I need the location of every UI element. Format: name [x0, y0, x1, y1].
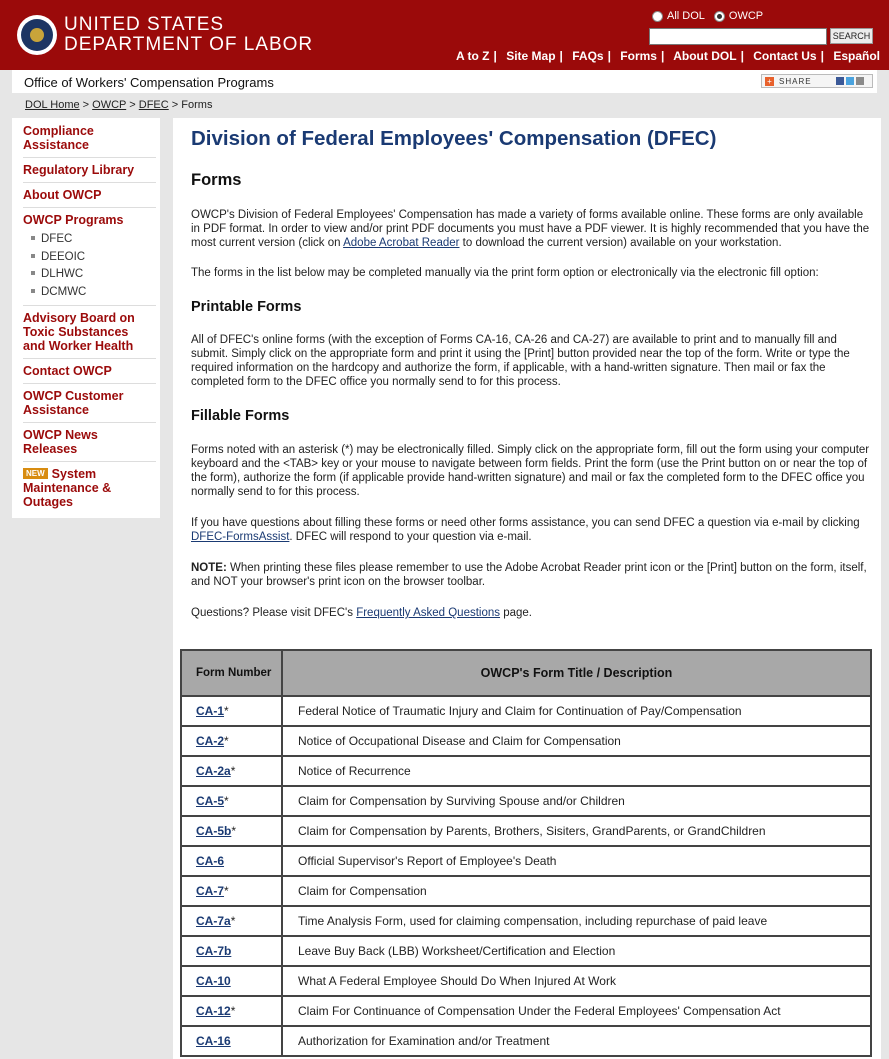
sidebar-item-advisory-board[interactable]: Advisory Board on Toxic Substances and Worker Health — [23, 311, 135, 353]
sidebar-item-system-maintenance[interactable] — [23, 467, 152, 509]
form-number-cell — [181, 1026, 282, 1056]
form-link[interactable]: CA-5b — [196, 824, 232, 838]
sidebar-item-news-releases[interactable]: OWCP News Releases — [23, 428, 98, 456]
nav-faqs[interactable]: FAQs — [572, 49, 604, 63]
table-row — [181, 906, 871, 936]
email-icon — [856, 77, 864, 85]
adobe-reader-link[interactable]: Adobe Acrobat Reader — [343, 237, 460, 249]
faq-paragraph: Questions? Please visit DFEC's Frequently Asked Questions page. — [191, 607, 533, 619]
form-number-cell — [181, 936, 282, 966]
fillable-forms-heading: Fillable Forms — [191, 408, 290, 424]
form-description-cell: Official Supervisor's Report of Employee's Death — [282, 846, 871, 876]
form-link[interactable]: CA-6 — [196, 854, 225, 868]
table-row — [181, 936, 871, 966]
facebook-icon — [836, 77, 844, 85]
page-title: Division of Federal Employees' Compensation (DFEC) — [191, 127, 717, 150]
nav-contact-us[interactable]: Contact Us — [753, 49, 817, 63]
form-number-cell — [181, 756, 282, 786]
dol-seal-icon[interactable] — [17, 15, 57, 55]
note-paragraph: NOTE: When printing these files please remember to use the Adobe Acrobat Reader print icon or the [Print] button on the form, itself, and NOT your browser's print icon on the browser toolbar. — [191, 562, 867, 588]
fillable-asterisk: * — [224, 734, 229, 748]
nav-a-to-z[interactable]: A to Z — [455, 49, 490, 63]
share-button[interactable] — [761, 74, 873, 88]
fillable-asterisk: * — [230, 914, 236, 928]
fillable-asterisk: * — [224, 794, 229, 808]
note-label: NOTE: — [191, 562, 227, 574]
breadcrumb-dol-home[interactable]: DOL Home — [25, 99, 80, 111]
program-bar — [12, 70, 877, 93]
agency-line-2: DEPARTMENT OF LABOR — [64, 34, 314, 55]
form-description-cell: Claim for Compensation by Parents, Brothers, Sisiters, GrandParents, or GrandChildren — [282, 816, 871, 846]
form-description-cell: What A Federal Employee Should Do When Injured At Work — [282, 966, 871, 996]
sidebar-subitem-deeoic[interactable]: DEEOIC — [31, 251, 85, 263]
fillable-asterisk: * — [230, 1004, 236, 1018]
form-description-cell: Leave Buy Back (LBB) Worksheet/Certification and Election — [282, 936, 871, 966]
column-header-title: OWCP's Form Title / Description — [282, 650, 871, 696]
table-header-row — [181, 650, 871, 696]
sidebar-item-label: System Maintenance & Outages — [23, 467, 112, 509]
program-title[interactable]: Office of Workers' Compensation Programs — [24, 75, 274, 90]
table-row — [181, 1026, 871, 1056]
form-link[interactable]: CA-2 — [196, 734, 225, 748]
form-link[interactable]: CA-10 — [196, 974, 231, 988]
table-row — [181, 816, 871, 846]
table-row — [181, 756, 871, 786]
forms-table — [180, 649, 872, 1057]
fillable-asterisk: * — [224, 884, 229, 898]
form-link[interactable]: CA-2a — [196, 764, 231, 778]
form-number-cell — [181, 816, 282, 846]
top-nav: A to Z | Site Map | FAQs | Forms | About DOL | Contact Us | Español — [455, 49, 880, 63]
breadcrumb-separator: > — [129, 99, 136, 111]
column-header-form-number: Form Number — [181, 650, 282, 696]
agency-line-1: UNITED STATES — [64, 14, 225, 35]
form-link[interactable]: CA-7b — [196, 944, 232, 958]
search-button[interactable]: SEARCH — [830, 28, 873, 44]
section-title: Forms — [191, 171, 242, 189]
printable-forms-paragraph: All of DFEC's online forms (with the exception of Forms CA-16, CA-26 and CA-27) are available to print and to manually fill and submit. Simply click on the appropriate form and print it using the [Print] button provided near the top of the form. Write or type the required information on the hardcopy and authorize the form, if applicable, with a hand-written signature. Then mail or fax the completed form to the DFEC office you normally send to for this process. — [191, 334, 850, 388]
plus-icon: + — [765, 77, 774, 86]
questions-paragraph: If you have questions about filling these forms or need other forms assistance, you can send DFEC a question via e-mail by clicking DFEC-FormsAssist. DFEC will respond to your question via e-mail. — [191, 517, 860, 543]
fillable-forms-paragraph: Forms noted with an asterisk (*) may be electronically filled. Simply click on the appropriate form, fill out the form using your computer keyboard and the <TAB> key or your mouse to navigate between form fields. Print the form (use the Print button on or near the top of the form), authorize the form (if applicable provide hand-written signature) and mail or fax the completed form to the DFEC office you normally send to for this process. — [191, 444, 870, 498]
search-input[interactable] — [649, 28, 827, 45]
scope-owcp[interactable] — [714, 10, 763, 22]
sidebar-item-regulatory-library[interactable]: Regulatory Library — [23, 163, 135, 177]
form-description-cell: Claim for Compensation — [282, 876, 871, 906]
breadcrumb — [25, 99, 212, 111]
nav-about-dol[interactable]: About DOL — [673, 49, 737, 63]
form-link[interactable]: CA-7a — [196, 914, 231, 928]
form-link[interactable]: CA-16 — [196, 1034, 231, 1048]
share-label: SHARE — [779, 76, 812, 86]
scope-label: All DOL — [667, 10, 705, 22]
form-description-cell: Time Analysis Form, used for claiming compensation, including repurchase of paid leave — [282, 906, 871, 936]
table-row — [181, 996, 871, 1026]
scope-label: OWCP — [728, 10, 764, 22]
printable-forms-heading: Printable Forms — [191, 299, 302, 315]
table-row — [181, 846, 871, 876]
scope-all-dol[interactable] — [652, 10, 705, 22]
form-number-cell — [181, 786, 282, 816]
form-number-cell — [181, 906, 282, 936]
sidebar-item-about-owcp[interactable]: About OWCP — [23, 188, 102, 202]
form-number-cell — [181, 726, 282, 756]
sidebar-item-compliance-assistance[interactable]: Compliance Assistance — [23, 124, 94, 152]
faq-link[interactable]: Frequently Asked Questions — [356, 607, 501, 619]
form-link[interactable]: CA-5 — [196, 794, 225, 808]
header-bar — [0, 0, 889, 70]
nav-espanol[interactable]: Español — [833, 49, 880, 63]
form-description-cell: Authorization for Examination and/or Treatment — [282, 1026, 871, 1056]
intro-paragraph: OWCP's Division of Federal Employees' Compensation has made a variety of forms available online. These forms are only available in PDF format. In order to view and/or print PDF documents you must have a PDF viewer. It is highly recommended that you have the most current version (click on Adobe Acrobat Reader to download the current version) available on your workstation. — [191, 209, 870, 249]
table-row — [181, 786, 871, 816]
sidebar-item-owcp-programs[interactable]: OWCP Programs — [23, 213, 124, 227]
sidebar-subitem-dlhwc[interactable]: DLHWC — [31, 268, 83, 280]
nav-forms[interactable]: Forms — [620, 49, 657, 63]
form-description-cell: Notice of Recurrence — [282, 756, 871, 786]
table-row — [181, 966, 871, 996]
form-description-cell: Federal Notice of Traumatic Injury and Claim for Continuation of Pay/Compensation — [282, 696, 871, 726]
main-content — [173, 118, 881, 1059]
table-row — [181, 696, 871, 726]
agency-name[interactable] — [64, 15, 313, 55]
breadcrumb-separator: > — [171, 99, 179, 111]
form-number-cell — [181, 846, 282, 876]
sidebar — [12, 118, 160, 518]
forms-assist-email-link[interactable]: DFEC-FormsAssist — [191, 531, 290, 543]
table-row — [181, 876, 871, 906]
form-description-cell: Claim For Continuance of Compensation Under the Federal Employees' Compensation Act — [282, 996, 871, 1026]
sidebar-item-customer-assistance[interactable]: OWCP Customer Assistance — [23, 389, 124, 417]
form-description-cell: Notice of Occupational Disease and Claim for Compensation — [282, 726, 871, 756]
breadcrumb-dfec[interactable]: DFEC — [138, 99, 169, 111]
breadcrumb-separator: > — [82, 99, 90, 111]
form-link[interactable]: CA-7 — [196, 884, 225, 898]
form-link[interactable]: CA-1 — [196, 704, 225, 718]
sidebar-subitem-dcmwc[interactable]: DCMWC — [31, 286, 86, 298]
radio-icon[interactable] — [652, 11, 663, 22]
form-number-cell — [181, 966, 282, 996]
breadcrumb-owcp[interactable]: OWCP — [92, 99, 127, 111]
fillable-asterisk: * — [231, 824, 237, 838]
form-description-cell: Claim for Compensation by Surviving Spouse and/or Children — [282, 786, 871, 816]
form-number-cell — [181, 696, 282, 726]
breadcrumb-current: Forms — [181, 99, 213, 111]
search-scope — [652, 10, 772, 22]
list-intro-paragraph: The forms in the list below may be completed manually via the print form option or electronically via the electronic fill option: — [191, 267, 819, 279]
fillable-asterisk: * — [224, 704, 229, 718]
table-row — [181, 726, 871, 756]
sidebar-subitem-dfec[interactable]: DFEC — [31, 233, 72, 245]
sidebar-item-contact-owcp[interactable]: Contact OWCP — [23, 364, 112, 378]
form-link[interactable]: CA-12 — [196, 1004, 231, 1018]
twitter-icon — [846, 77, 854, 85]
nav-site-map[interactable]: Site Map — [506, 49, 556, 63]
radio-selected-icon[interactable] — [714, 11, 725, 22]
form-number-cell — [181, 996, 282, 1026]
new-badge: NEW — [23, 468, 48, 479]
form-number-cell — [181, 876, 282, 906]
fillable-asterisk: * — [230, 764, 236, 778]
